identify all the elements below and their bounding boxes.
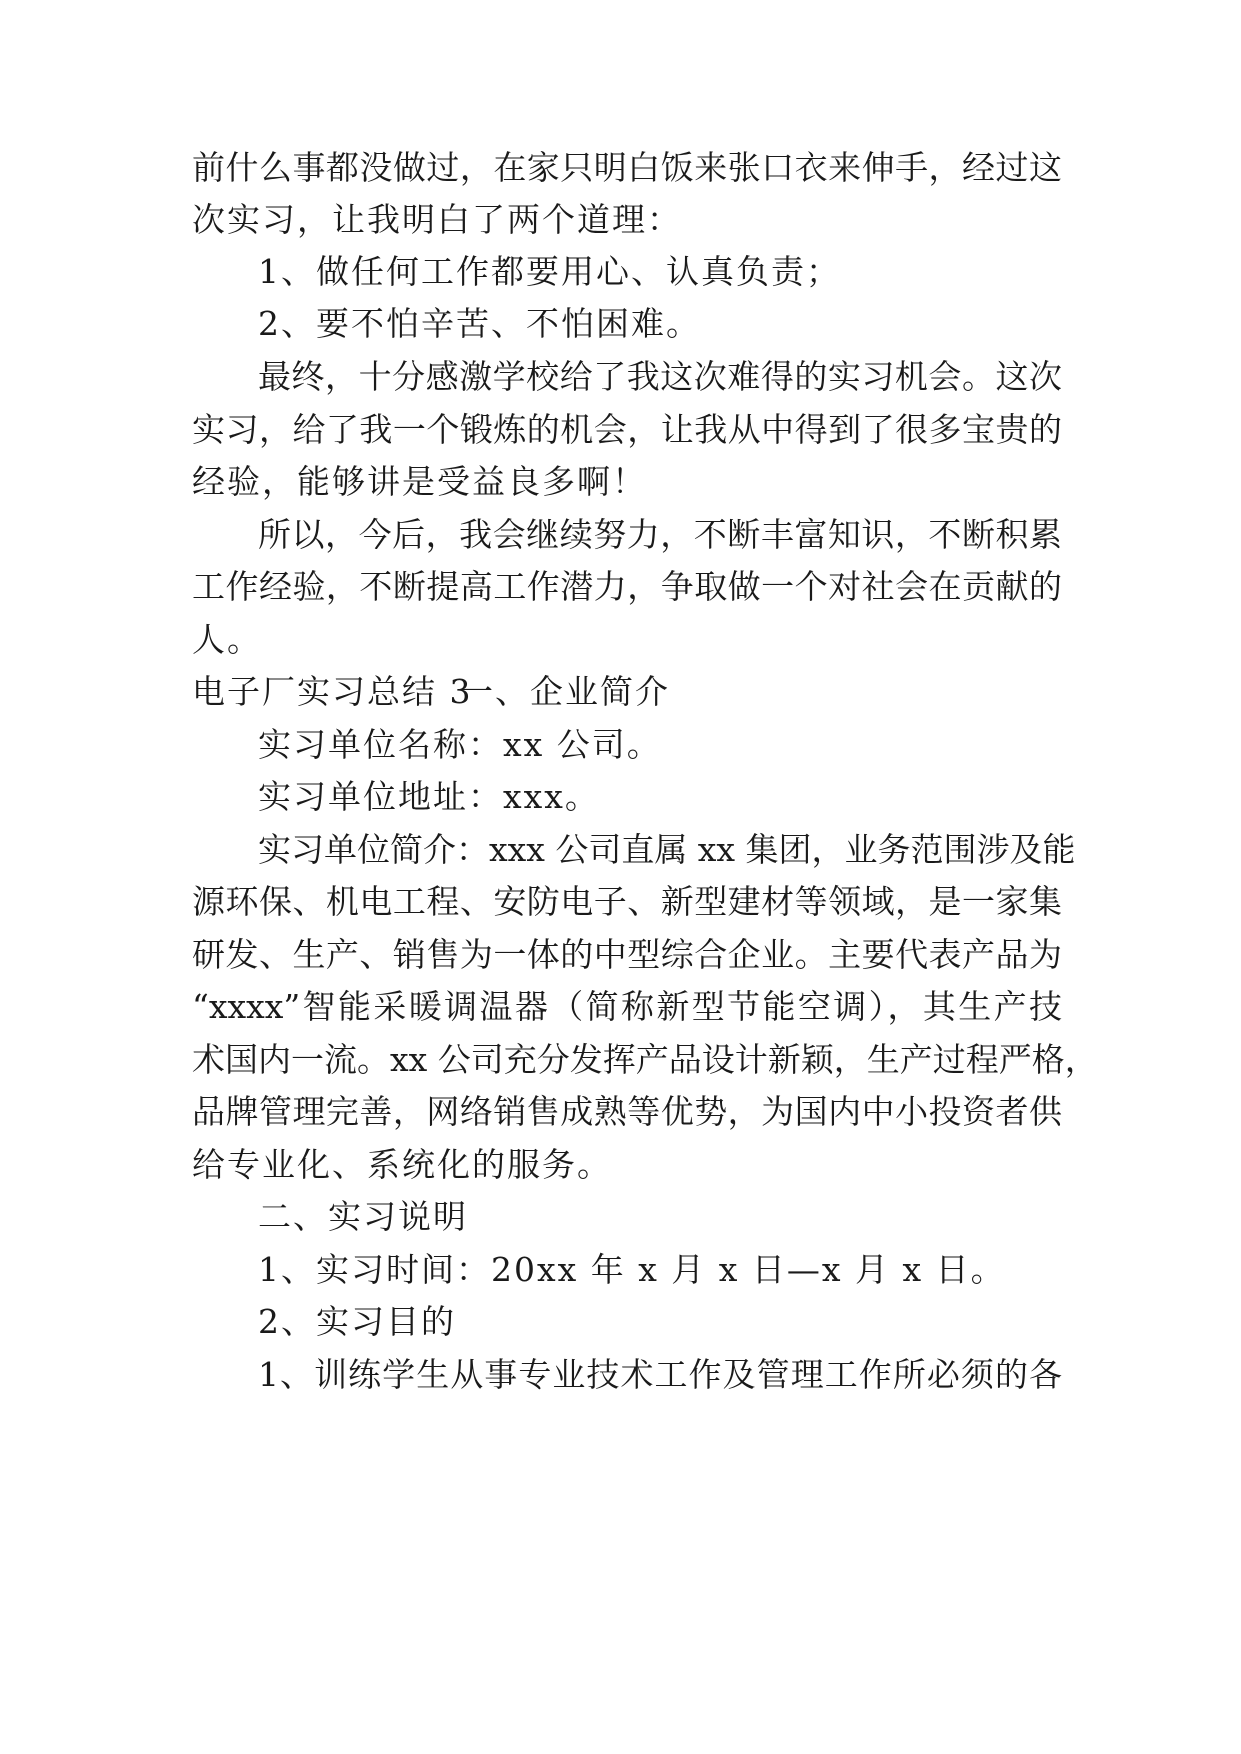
section-title: 电子厂实习总结 3: [192, 672, 473, 711]
paragraph-line: 实习，给了我一个锻炼的机会，让我从中得到了很多宝贵的: [192, 410, 1062, 449]
paragraph-line: 次实习，让我明白了两个道理：: [192, 200, 682, 239]
paragraph-line: “xxxx”智能采暖调温器（简称新型节能空调），其生产技: [192, 987, 1062, 1026]
paragraph-line: 研发、生产、销售为一体的中型综合企业。主要代表产品为: [192, 935, 1062, 974]
info-line: 实习单位名称：xx 公司。: [258, 725, 662, 764]
paragraph-line: 源环保、机电工程、安防电子、新型建材等领域，是一家集: [192, 882, 1062, 921]
paragraph-line: 工作经验，不断提高工作潜力，争取做一个对社会在贡献的: [192, 567, 1062, 606]
list-item: 2、实习目的: [258, 1302, 456, 1341]
list-item: 1、实习时间：20xx 年 x 月 x 日—x 月 x 日。: [258, 1250, 1006, 1289]
paragraph-line: 品牌管理完善，网络销售成熟等优势，为国内中小投资者供: [192, 1092, 1062, 1131]
paragraph-line: 人。: [192, 620, 262, 659]
paragraph-line: 最终，十分感激学校给了我这次难得的实习机会。这次: [258, 357, 1062, 396]
section-heading: 二、实习说明: [258, 1197, 468, 1236]
paragraph-line: 术国内一流。xx 公司充分发挥产品设计新颖，生产过程严格，: [192, 1040, 1098, 1079]
list-item: 1、训练学生从事专业技术工作及管理工作所必须的各: [258, 1355, 1062, 1394]
paragraph-line: 给专业化、系统化的服务。: [192, 1145, 612, 1184]
info-line: 实习单位地址：xxx。: [258, 777, 600, 816]
list-item: 1、做任何工作都要用心、认真负责；: [258, 252, 841, 291]
paragraph-line: 所以，今后，我会继续努力，不断丰富知识，不断积累: [258, 515, 1062, 554]
paragraph-line: 经验，能够讲是受益良多啊！: [192, 462, 647, 501]
section-heading: 一、企业简介: [460, 672, 670, 711]
paragraph-line: 前什么事都没做过，在家只明白饭来张口衣来伸手，经过这: [192, 148, 1062, 187]
list-item: 2、要不怕辛苦、不怕困难。: [258, 304, 701, 343]
paragraph-line: 实习单位简介：xxx 公司直属 xx 集团，业务范围涉及能: [258, 830, 1076, 869]
